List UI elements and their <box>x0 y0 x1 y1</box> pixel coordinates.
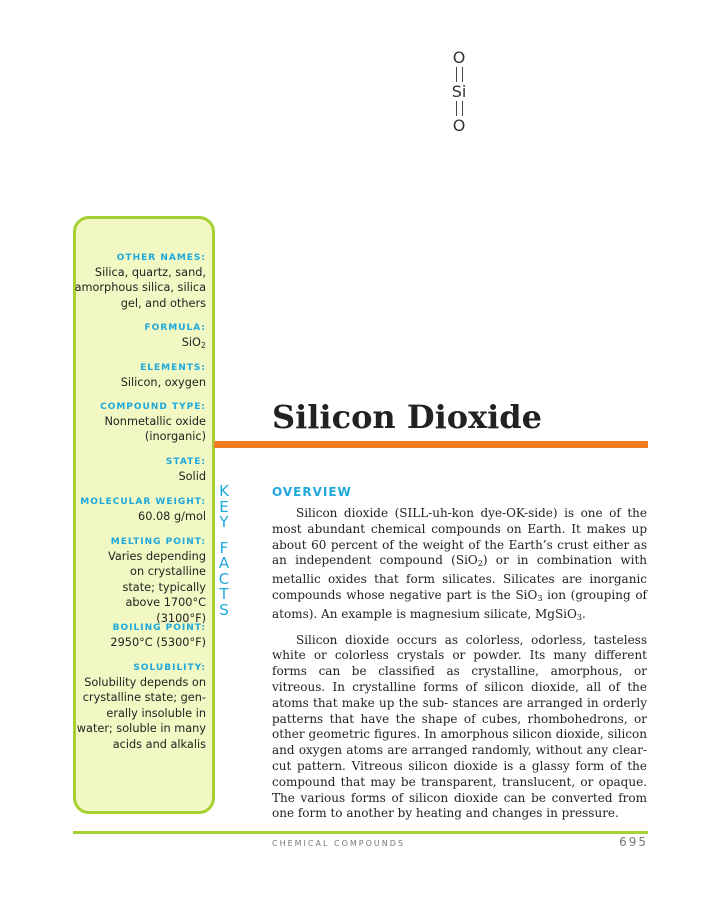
elements-label: ELEMENTS: <box>140 363 206 373</box>
fact-other-names <box>74 251 206 311</box>
fact-compound-type <box>74 400 206 445</box>
melting-point-label: MELTING POINT: <box>110 537 206 547</box>
key-facts-letter: C <box>218 569 230 588</box>
p1-text-c: ion (grouping of atoms). An example is magnesium silicate, MgSiO <box>272 587 647 621</box>
key-facts-letter: A <box>218 554 230 572</box>
p1-text-a: Silicon dioxide (SILL-uh-kon dye-OK-side) is one of the most abundant chemical compounds on Earth. It makes up about 60 percent of the weight of the Earth’s crust either as an independent compound (SiO <box>272 506 647 568</box>
state-value: Solid <box>178 470 206 483</box>
double-bond-bottom <box>456 101 463 116</box>
paragraph-2: Silicon dioxide occurs as colorless, odorless, tasteless white or colorless crystals or powder. Its many different forms can be classified as crystalline, amorphous, or vitreous. In crystalline forms of silicon dioxide, all of the atoms that make up the sub- stances are arranged in orderly patterns that have the shape of cubes, rhombohedrons, or other geometric figures. In amorphous silicon dioxide, silicon and oxygen atoms are arranged randomly, without any clear-cut pattern. Vitreous silicon dioxide is a glassy form of the compound that may be transparent, translucent, or opaque. The various forms of silicon dioxide can be converted from one form to another by heating and changes in pressure. <box>272 632 647 821</box>
formula-main: SiO <box>181 336 201 349</box>
compound-type-value: Nonmetallic oxide (inorganic) <box>104 415 206 444</box>
fact-solubility <box>74 661 206 752</box>
key-facts-letter: K <box>219 482 229 500</box>
solubility-value: Solubility depends on crystalline state; gen- erally insoluble in water; soluble in many acids and alkalis <box>76 676 206 751</box>
fact-molecular-weight <box>74 495 206 524</box>
melting-point-value: Varies depending on crystalline state; typically above 1700°C (3100°F) <box>107 550 206 625</box>
formula-subscript: 2 <box>200 341 206 350</box>
silicon-atom: Si <box>451 82 467 101</box>
overview-heading: OVERVIEW <box>272 485 352 499</box>
fact-melting-point <box>74 535 206 626</box>
formula-value <box>74 335 206 353</box>
article-body <box>272 506 647 829</box>
oxygen-atom-top: O <box>452 48 466 67</box>
molecular-weight-value: 60.08 g/mol <box>138 510 206 523</box>
footer-divider <box>73 831 648 834</box>
molecular-weight-label: MOLECULAR WEIGHT: <box>80 497 206 507</box>
page-number: 695 <box>619 835 648 849</box>
page-title: Silicon Dioxide <box>272 398 543 436</box>
formula-label: FORMULA: <box>144 323 206 333</box>
oxygen-atom-bottom: O <box>452 116 466 135</box>
double-bond-top <box>456 67 463 82</box>
p1-subscript-3: 3 <box>576 612 582 622</box>
key-facts-letter: T <box>219 585 229 603</box>
title-divider <box>214 441 648 448</box>
key-facts-letter: E <box>219 497 229 516</box>
state-label: STATE: <box>165 457 206 467</box>
fact-elements <box>74 361 206 390</box>
key-facts-letter: S <box>219 600 229 619</box>
key-facts-vertical-label <box>214 484 234 618</box>
fact-state <box>74 455 206 484</box>
other-names-label: OTHER NAMES: <box>116 253 206 263</box>
p1-text-d: . <box>581 606 586 621</box>
footer-book-title: CHEMICAL COMPOUNDS <box>272 839 405 848</box>
elements-value: Silicon, oxygen <box>120 376 206 389</box>
compound-type-label: COMPOUND TYPE: <box>100 402 206 412</box>
other-names-value: Silica, quartz, sand, amorphous silica, silica gel, and others <box>74 266 206 310</box>
paragraph-1 <box>272 506 647 626</box>
p1-text-b: ) or in combination with metallic oxides that form silicates. Silicates are inorganic compounds whose negative part is the SiO <box>272 553 648 602</box>
key-facts-letter: F <box>219 538 229 557</box>
p1-subscript-1: 2 <box>477 559 483 569</box>
boiling-point-label: BOILING POINT: <box>112 623 206 633</box>
p1-subscript-2: 3 <box>537 593 543 603</box>
boiling-point-value: 2950°C (5300°F) <box>110 636 206 649</box>
sio2-structure-diagram <box>440 48 478 135</box>
key-facts-sidebar <box>73 216 215 814</box>
fact-formula <box>74 321 206 353</box>
key-facts-letter: Y <box>219 513 229 531</box>
fact-boiling-point <box>74 621 206 650</box>
solubility-label: SOLUBILITY: <box>133 663 206 673</box>
